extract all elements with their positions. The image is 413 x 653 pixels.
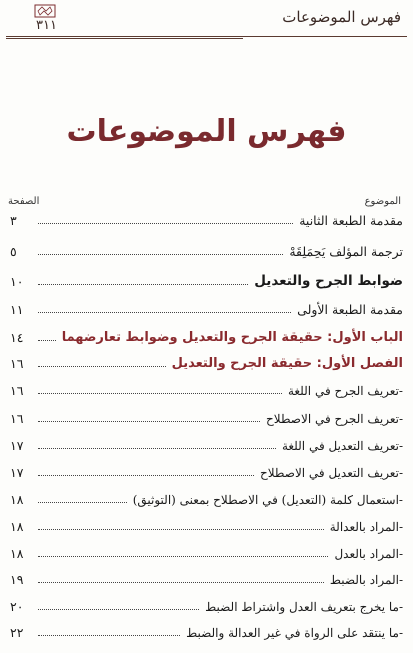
dot-leader <box>38 254 283 255</box>
toc-entry[interactable] <box>10 241 403 259</box>
dot-leader <box>38 340 56 341</box>
toc-entry-label: -المراد بالعدل <box>334 547 403 561</box>
toc-entry-page: ١٩ <box>10 572 24 587</box>
toc-entry-label: ترجمة المؤلف يَحِمَلِقَهْ <box>289 244 403 259</box>
page-number: ٣١١ <box>36 18 57 33</box>
toc-entry-label: -تعريف التعديل في الاصطلاح <box>260 466 403 480</box>
toc-entry[interactable] <box>10 353 403 371</box>
dot-leader <box>38 223 293 224</box>
toc-entry-page: ٣ <box>10 213 17 228</box>
toc-entry[interactable] <box>10 271 403 289</box>
toc-entry-label: -ما ينتقد على الرواة في غير العدالة والضبط <box>186 626 403 640</box>
toc-entry[interactable] <box>10 435 403 453</box>
toc-entry-page: ٢٠ <box>10 599 24 614</box>
dot-leader <box>38 582 324 583</box>
toc-entry-label: الباب الأول: حقيقة الجرح والتعديل وضوابط تعارضهما <box>61 330 403 345</box>
toc-entry-page: ١٧ <box>10 465 24 480</box>
toc-entry[interactable] <box>10 489 403 507</box>
toc-entry-label: -ما يخرج بتعريف العدل واشتراط الضبط <box>205 600 403 614</box>
dot-leader <box>38 312 291 313</box>
toc-entry-label: -تعريف الجرح في اللغة <box>287 384 403 398</box>
toc-entry[interactable] <box>10 543 403 561</box>
toc-entry[interactable] <box>10 210 403 228</box>
toc-entry[interactable] <box>10 622 403 640</box>
toc-entry-page: ١٦ <box>10 356 24 371</box>
toc-entry-page: ١٠ <box>10 274 24 289</box>
toc-entry-label: مقدمة الطبعة الأولى <box>297 302 403 317</box>
toc-entry-label: -المراد بالعدالة <box>329 520 403 534</box>
toc-entry[interactable] <box>10 380 403 398</box>
dot-leader <box>38 502 127 503</box>
toc-entry[interactable] <box>10 596 403 614</box>
toc-entry-page: ١٨ <box>10 519 24 534</box>
dot-leader <box>38 609 199 610</box>
toc-entry-page: ٢٢ <box>10 625 24 640</box>
toc-entry-page: ١٧ <box>10 438 24 453</box>
toc-entry-label: -تعريف الجرح في الاصطلاح <box>266 412 403 426</box>
dot-leader <box>38 556 328 557</box>
page-column-header: الصفحة <box>8 196 40 207</box>
toc-entry[interactable] <box>10 569 403 587</box>
toc-entry-label: مقدمة الطبعة الثانية <box>299 213 403 228</box>
toc-entry-label: الفصل الأول: حقيقة الجرح والتعديل <box>171 356 403 371</box>
toc-entry[interactable] <box>10 408 403 426</box>
toc-entry[interactable] <box>10 299 403 317</box>
dot-leader <box>38 366 166 367</box>
toc-entry-label: -المراد بالضبط <box>329 573 403 587</box>
toc-entry-page: ١٦ <box>10 383 24 398</box>
toc-entry-label: -تعريف التعديل في اللغة <box>281 439 403 453</box>
dot-leader <box>38 475 254 476</box>
running-title: فهرس الموضوعات <box>282 8 401 26</box>
toc-entry-page: ١٨ <box>10 492 24 507</box>
dot-leader <box>38 421 260 422</box>
toc-entry[interactable] <box>10 327 403 345</box>
dot-leader <box>38 529 324 530</box>
toc-entry-page: ١١ <box>10 302 24 317</box>
dot-leader <box>38 284 248 285</box>
toc-entry[interactable] <box>10 516 403 534</box>
dot-leader <box>38 635 180 636</box>
toc-entry-page: ١٦ <box>10 411 24 426</box>
subject-column-header: الموضوع <box>364 196 401 207</box>
page-title: فهرس الموضوعات <box>66 114 347 149</box>
toc-entry-page: ٥ <box>10 244 17 259</box>
dot-leader <box>38 448 276 449</box>
toc-entry-label: -استعمال كلمة (التعديل) في الاصطلاح بمعنى (التوثيق) <box>132 493 403 507</box>
toc-entry[interactable] <box>10 462 403 480</box>
dot-leader <box>38 393 282 394</box>
toc-entry-page: ١٤ <box>10 330 24 345</box>
toc-entry-label: ضوابط الجرح والتعديل <box>254 273 403 289</box>
toc-entry-page: ١٨ <box>10 546 24 561</box>
